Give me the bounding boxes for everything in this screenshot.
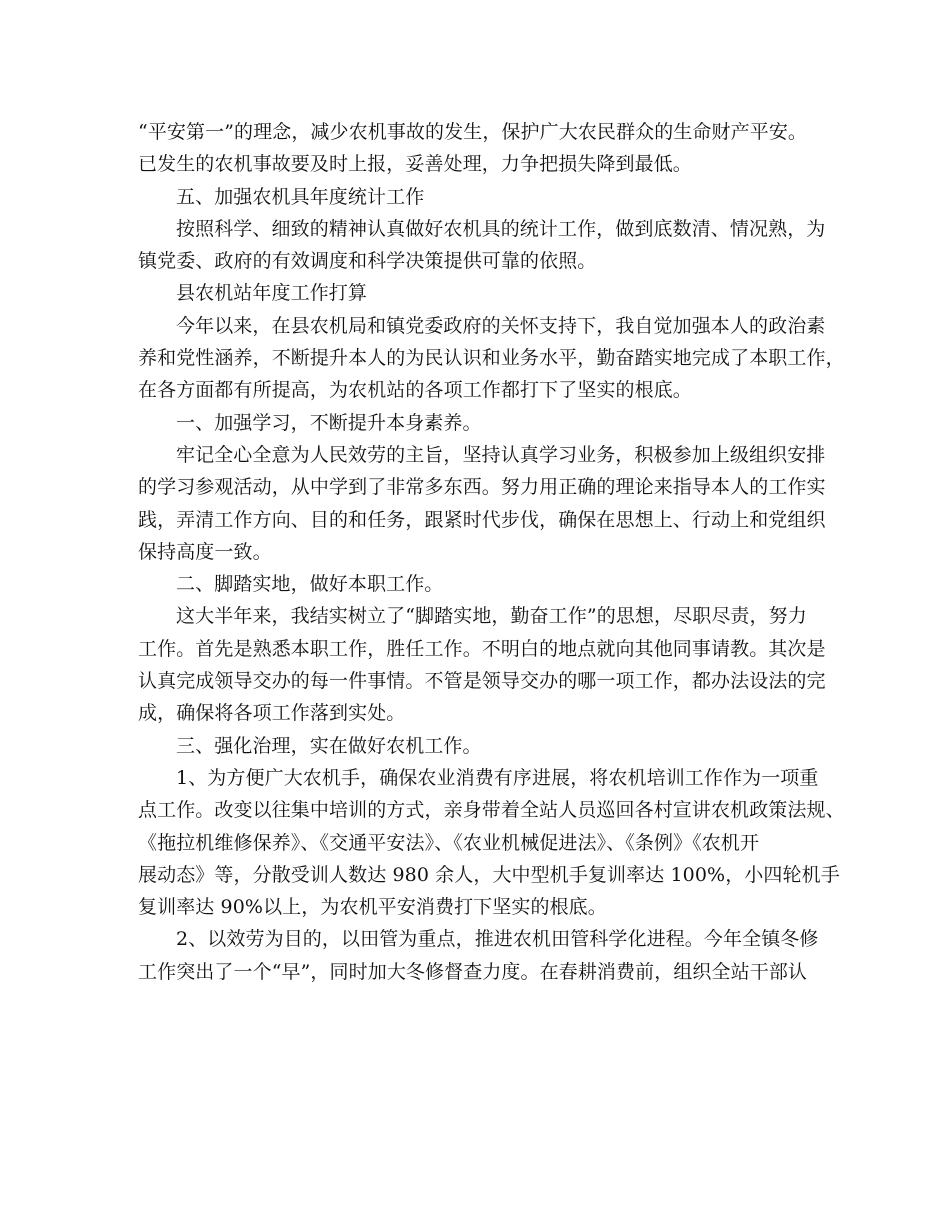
document-body <box>138 116 845 988</box>
text-line: 工作突出了一个“早”，同时加大冬修督查力度。在春耕消费前，组织全站干部认 <box>138 960 808 983</box>
text-line: 展动态》等，分散受训人数达 980 余人，大中型机手复训率达 100%，小四轮机手 <box>138 863 840 886</box>
text-line: 在各方面都有所提高，为农机站的各项工作都打下了坚实的根底。 <box>138 379 692 402</box>
text-line: 今年以来，在县农机局和镇党委政府的关怀支持下，我自觉加强本人的政治素 <box>176 314 826 337</box>
text-line: 《拖拉机维修保养》、《交通平安法》、《农业机械促进法》、《条例》《农机开 <box>138 831 760 854</box>
document-subtitle: 县农机站年度工作打算 <box>176 282 368 305</box>
section-heading: 二、脚踏实地，做好本职工作。 <box>176 573 444 596</box>
text-line: 按照科学、细致的精神认真做好农机具的统计工作，做到底数清、情况熟，为 <box>176 217 826 240</box>
text-line: 的学习参观活动，从中学到了非常多东西。努力用正确的理论来指导本人的工作实 <box>138 476 826 499</box>
text-line: 复训率达 90%以上，为农机平安消费打下坚实的根底。 <box>138 896 607 919</box>
text-line: 点工作。改变以往集中培训的方式，亲身带着全站人员巡回各村宣讲农机政策法规、 <box>138 799 845 822</box>
text-line: 保持高度一致。 <box>138 540 272 563</box>
section-heading: 三、强化治理，实在做好农机工作。 <box>176 734 482 757</box>
text-line: 工作。首先是熟悉本职工作，胜任工作。不明白的地点就向其他同事请教。其次是 <box>138 637 826 660</box>
text-line: 养和党性涵养，不断提升本人的为民认识和业务水平，勤奋踏实地完成了本职工作， <box>138 347 845 370</box>
text-line: 这大半年来，我结实树立了“脚踏实地，勤奋工作”的思想，尽职尽责，努力 <box>176 605 807 628</box>
text-line: “平安第一”的理念，减少农机事故的发生，保护广大农民群众的生命财产平安。 <box>138 121 808 143</box>
text-line: 镇党委、政府的有效调度和科学决策提供可靠的依照。 <box>138 250 597 273</box>
text-line: 践，弄清工作方向、目的和任务，跟紧时代步伐，确保在思想上、行动上和党组织 <box>138 508 826 531</box>
text-line: 1、为方便广大农机手，确保农业消费有序进展，将农机培训工作作为一项重 <box>176 766 819 789</box>
section-heading: 一、加强学习，不断提升本身素养。 <box>176 411 482 434</box>
text-line: 牢记全心全意为人民效劳的主旨，坚持认真学习业务，积极参加上级组织安排 <box>176 443 826 466</box>
text-line: 认真完成领导交办的每一件事情。不管是领导交办的哪一项工作，都办法设法的完 <box>138 670 826 693</box>
text-line: 2、以效劳为目的，以田管为重点，推进农机田管科学化进程。今年全镇冬修 <box>176 928 819 951</box>
section-heading: 五、加强农机具年度统计工作 <box>176 185 425 208</box>
text-line: 成，确保将各项工作落到实处。 <box>138 702 406 725</box>
text-line: 已发生的农机事故要及时上报，妥善处理，力争把损失降到最低。 <box>138 153 692 176</box>
